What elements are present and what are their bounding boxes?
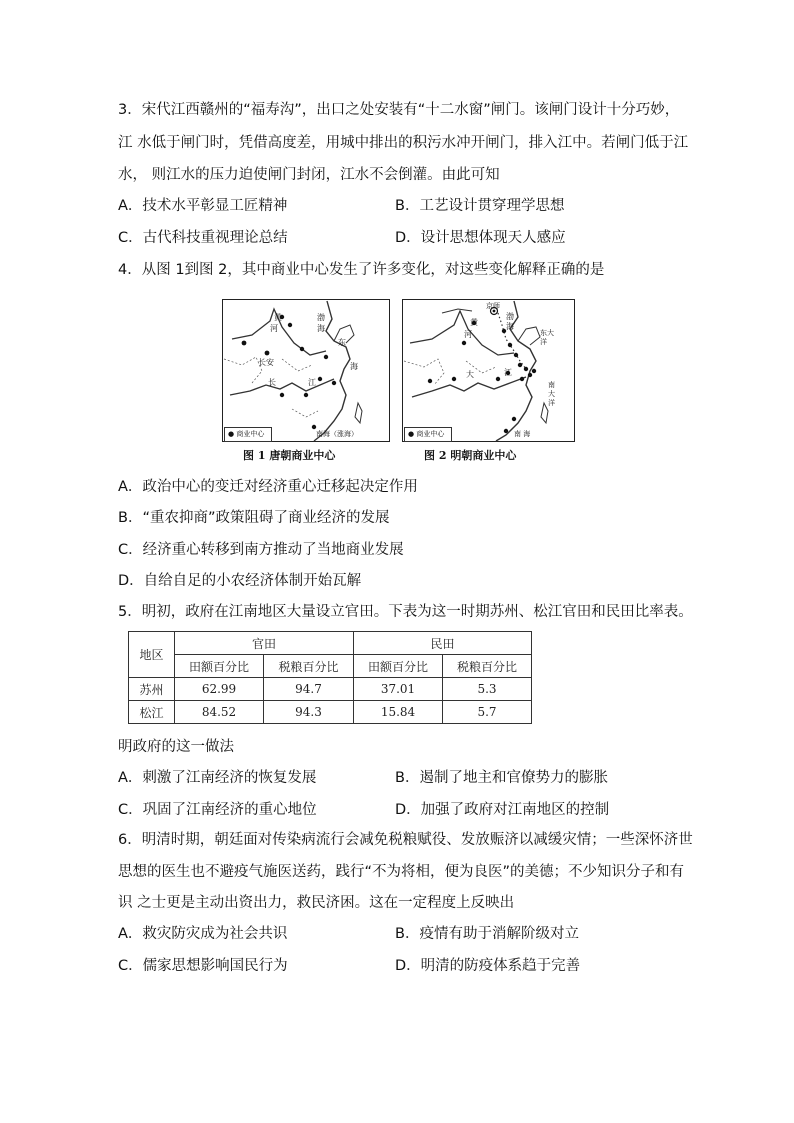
q4-option-b: B．“重农抑商”政策阻碍了商业经济的发展 bbox=[118, 510, 390, 526]
q6-option-c: C．儒家思想影响国民行为 bbox=[118, 958, 288, 974]
map2-legend: ● 商业中心 bbox=[404, 427, 452, 442]
q6-stem-line-1: 6．明清时期，朝廷面对传染病流行会减免税粮赋役、发放赈济以减缓灾情；一些深怀济世 bbox=[118, 832, 693, 848]
map1-legend: ● 商业中心 bbox=[224, 427, 272, 442]
q3-option-d: D．设计思想体现天人感应 bbox=[395, 230, 566, 246]
table-row: 松江 84.52 94.3 15.84 5.7 bbox=[129, 701, 532, 724]
q6-option-a: A．救灾防灾成为社会共识 bbox=[118, 926, 288, 942]
q5-after-table: 明政府的这一做法 bbox=[118, 739, 234, 755]
q6-option-d: D．明清的防疫体系趋于完善 bbox=[395, 958, 581, 974]
q5-option-d: D．加强了政府对江南地区的控制 bbox=[395, 802, 610, 818]
map2-label-jingshi: 京师 bbox=[486, 302, 500, 310]
q3-option-b: B．工艺设计贯穿理学思想 bbox=[395, 198, 565, 214]
map1-label-chang: 长 bbox=[268, 378, 276, 387]
q3-stem-line-1: 3．宋代江西赣州的“福寿沟”，出口之处安装有“十二水窗”闸门。该闸门设计十分巧妙， bbox=[118, 102, 680, 118]
map1-label-hai2: 海 bbox=[350, 362, 358, 371]
map2-caption: 图 2 明朝商业中心 bbox=[424, 449, 517, 462]
map1-label-nanhai: 南海（涨海） bbox=[316, 430, 358, 438]
table-subheader-area-1: 田额百分比 bbox=[175, 655, 264, 678]
q5-stem: 5．明初，政府在江南地区大量设立官田。下表为这一时期苏州、松江官田和民田比率表。 bbox=[118, 604, 693, 620]
map1-label-dong: 东 bbox=[338, 338, 346, 347]
map1-label-jiang: 江 bbox=[308, 378, 316, 387]
q3-stem-line-3: 水， 则江水的压力迫使闸门封闭，江水不会倒灌。由此可知 bbox=[118, 167, 500, 183]
q3-stem-line-2: 江 水低于闸门时，凭借高度差，用城中排出的积污水冲开闸门，排入江中。若闸门低于江 bbox=[118, 135, 689, 151]
map-tang-commerce bbox=[222, 299, 390, 442]
table-subheader-tax-2: 税粮百分比 bbox=[443, 655, 532, 678]
map2-label-huang: 黄 bbox=[470, 318, 478, 327]
q4-option-c: C．经济重心转移到南方推动了当地商业发展 bbox=[118, 542, 404, 558]
map1-caption: 图 1 唐朝商业中心 bbox=[243, 449, 336, 462]
q3-option-c: C．古代科技重视理论总结 bbox=[118, 230, 288, 246]
land-ratio-table bbox=[128, 631, 532, 724]
table-header-mintian: 民田 bbox=[354, 632, 532, 655]
map2-label-jiang: 江 bbox=[504, 368, 512, 377]
map2-label-da: 大 bbox=[466, 370, 474, 379]
q6-stem-line-3: 识 之士更是主动出资出力，救民济困。这在一定程度上反映出 bbox=[118, 895, 515, 911]
q5-option-a: A．刺激了江南经济的恢复发展 bbox=[118, 770, 317, 786]
map1-label-hai: 海 bbox=[317, 324, 325, 333]
map2-label-nanhai: 南 海 bbox=[514, 430, 531, 438]
table-header-guantian: 官田 bbox=[175, 632, 354, 655]
table-header-region: 地区 bbox=[129, 632, 175, 678]
q5-option-b: B．遏制了地主和官僚势力的膨胀 bbox=[395, 770, 608, 786]
map1-label-changan: 长安 bbox=[258, 358, 274, 367]
map2-label-hai: 海 bbox=[506, 322, 514, 331]
q4-option-a: A．政治中心的变迁对经济重心迁移起决定作用 bbox=[118, 479, 418, 495]
map1-label-bo: 渤 bbox=[317, 313, 325, 322]
q4-stem: 4．从图 1到图 2，其中商业中心发生了许多变化，对这些变化解释正确的是 bbox=[118, 262, 605, 278]
map2-label-nandayang: 南大洋 bbox=[548, 381, 555, 407]
map1-label-huang: 黄 bbox=[274, 313, 282, 322]
table-row: 苏州 62.99 94.7 37.01 5.3 bbox=[129, 678, 532, 701]
map2-label-he: 河 bbox=[464, 330, 472, 339]
q5-option-c: C．巩固了江南经济的重心地位 bbox=[118, 802, 317, 818]
q3-option-a: A．技术水平彰显工匠精神 bbox=[118, 198, 288, 214]
q6-stem-line-2: 思想的医生也不避疫气施医送药，践行“不为将相，便为良医”的美德；不少知识分子和有 bbox=[118, 864, 685, 880]
table-subheader-tax-1: 税粮百分比 bbox=[264, 655, 354, 678]
q6-option-b: B．疫情有助于消解阶级对立 bbox=[395, 926, 579, 942]
q4-option-d: D．自给自足的小农经济体制开始瓦解 bbox=[118, 573, 362, 589]
map2-label-dongdayang: 东大洋 bbox=[540, 329, 554, 346]
table-subheader-area-2: 田额百分比 bbox=[354, 655, 443, 678]
map1-label-he: 河 bbox=[270, 324, 278, 333]
map2-label-bo: 渤 bbox=[506, 312, 514, 321]
map-ming-commerce bbox=[402, 299, 575, 442]
